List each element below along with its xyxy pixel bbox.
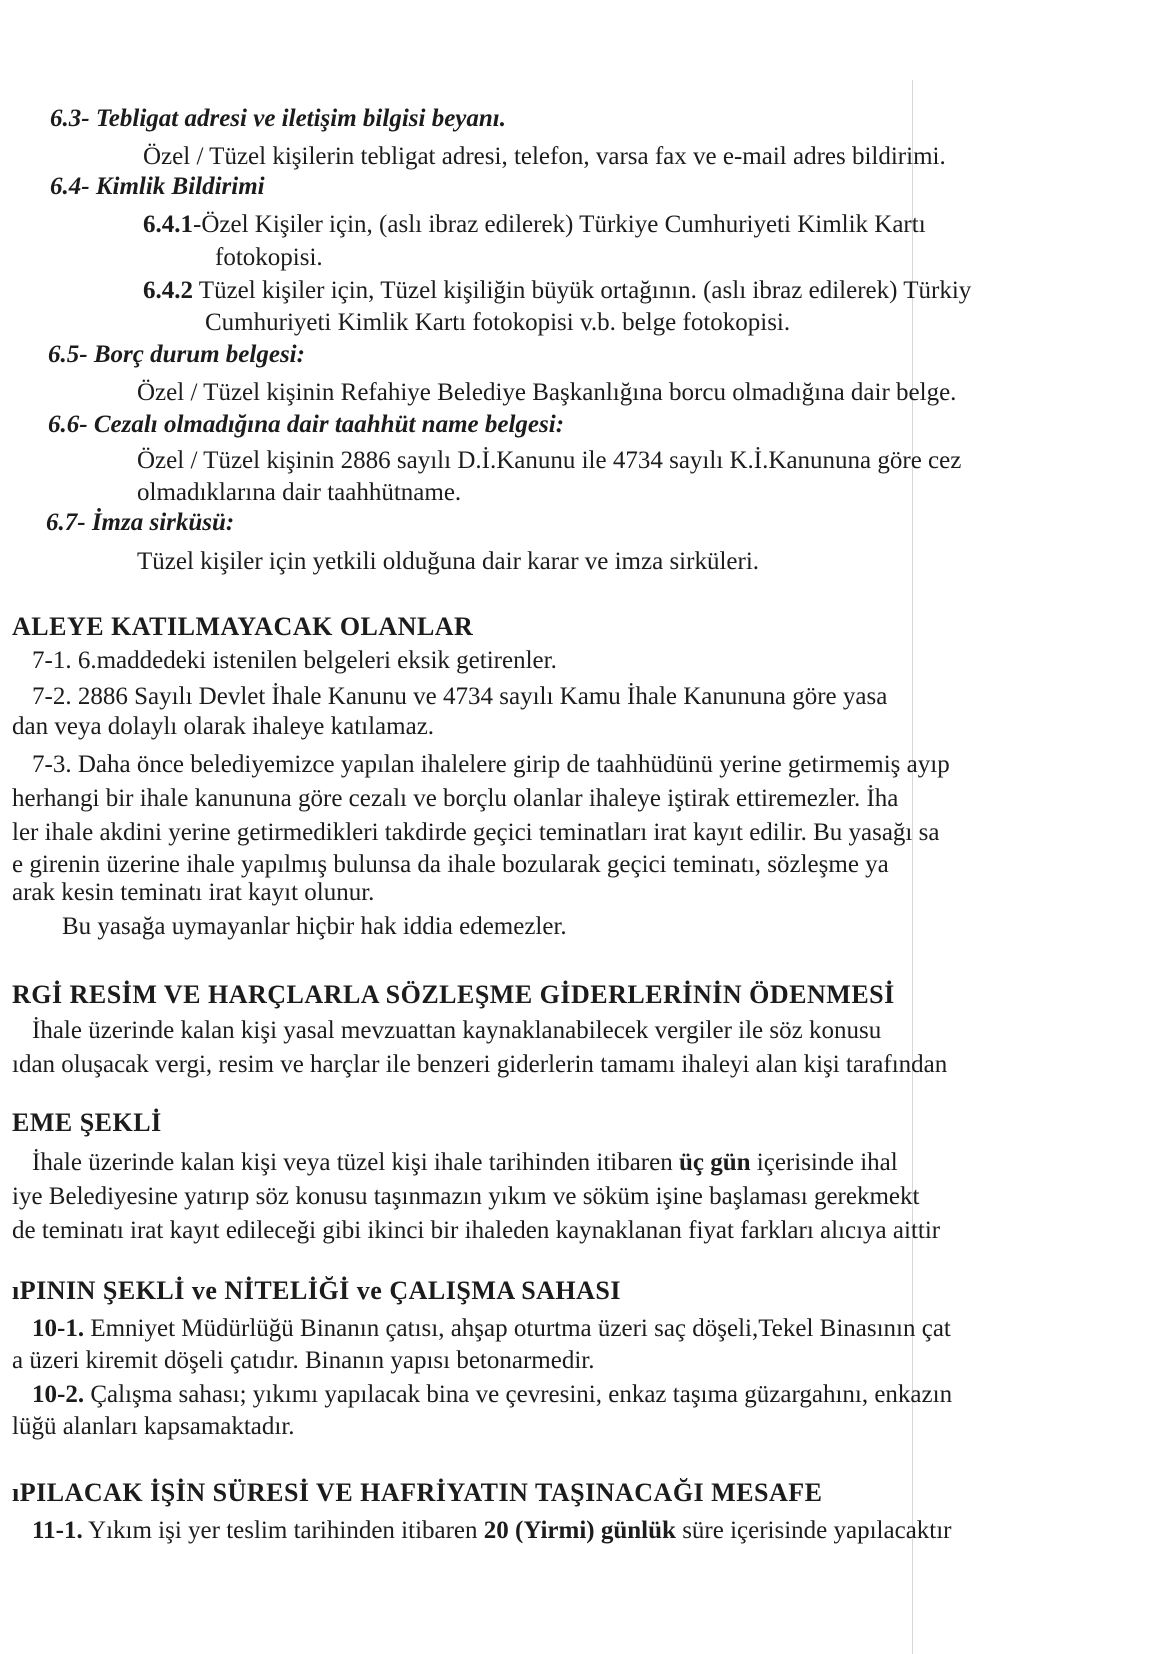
section-6-4-1-line2: fotokopisi. — [215, 244, 323, 271]
section-7-p2-line1: 7-2. 2886 Sayılı Devlet İhale Kanunu ve 4734 sayılı Kamu İhale Kanununa göre yasa — [32, 683, 888, 710]
section-6-4-heading: 6.4- Kimlik Bildirimi — [50, 173, 265, 200]
text-part: süre içerisinde yapılacaktır — [675, 1517, 952, 1544]
section-10-p1-line1 — [32, 1314, 951, 1344]
section-7-p3-line3: ler ihale akdini yerine getirmedikleri takdirde geçici teminatları irat kayıt edilir. Bu yasağı sa — [12, 819, 940, 846]
section-10-p2-line2: lüğü alanları kapsamaktadır. — [12, 1413, 295, 1440]
section-6-3-body: Özel / Tüzel kişilerin tebligat adresi, telefon, varsa fax ve e-mail adres bildirimi. — [143, 143, 946, 170]
section-6-6-line1: Özel / Tüzel kişinin 2886 sayılı D.İ.Kanunu ile 4734 sayılı K.İ.Kanununa göre cez — [137, 447, 962, 474]
section-11-heading: ıPILACAK İŞİN SÜRESİ VE HAFRİYATIN TAŞINACAĞI MESAFE — [12, 1478, 823, 1507]
section-8-heading: RGİ RESİM VE HARÇLARLA SÖZLEŞME GİDERLERİNİN ÖDENMESİ — [12, 980, 895, 1009]
text-part: içerisinde ihal — [750, 1149, 898, 1176]
section-6-6-heading: 6.6- Cezalı olmadığına dair taahhüt name belgesi: — [48, 411, 565, 438]
item-text: Tüzel kişiler için, Tüzel kişiliğin büyük ortağının. (aslı ibraz edilerek) Türkiy — [193, 277, 972, 304]
section-7-p1: 7-1. 6.maddedeki istenilen belgeleri eksik getirenler. — [32, 647, 557, 674]
section-6-5-heading: 6.5- Borç durum belgesi: — [48, 341, 305, 368]
section-7-p3-line1: 7-3. Daha önce belediyemizce yapılan ihalelere girip de taahhüdünü yerine getirmemiş ayıp — [32, 751, 950, 778]
section-9-line3: de teminatı irat kayıt edileceği gibi ikinci bir ihaleden kaynaklanan fiyat farkları alıcıya aittir — [12, 1217, 941, 1244]
item-label: 10-1. — [32, 1315, 85, 1342]
section-9-heading: EME ŞEKLİ — [12, 1108, 162, 1137]
section-10-p1-line2: a üzeri kiremit döşeli çatıdır. Binanın yapısı betonarmedir. — [12, 1347, 595, 1374]
section-6-6-line2: olmadıklarına dair taahhütname. — [137, 479, 462, 506]
section-6-4-1-line1 — [143, 210, 926, 240]
section-7-p2-line2: dan veya dolaylı olarak ihaleye katılamaz. — [12, 713, 435, 740]
section-10-heading: ıPININ ŞEKLİ ve NİTELİĞİ ve ÇALIŞMA SAHASI — [12, 1276, 622, 1305]
section-6-5-body: Özel / Tüzel kişinin Refahiye Belediye Başkanlığına borcu olmadığına dair belge. — [137, 379, 957, 406]
fold-crease — [912, 80, 913, 1654]
section-6-7-body: Tüzel kişiler için yetkili olduğuna dair karar ve imza sirküleri. — [137, 548, 760, 575]
item-label: 11-1. — [32, 1517, 83, 1544]
section-7-p3-line5: arak kesin teminatı irat kayıt olunur. — [12, 879, 375, 906]
item-label: 6.4.2 — [143, 277, 193, 304]
item-label: 6.4.1 — [143, 211, 193, 238]
section-8-line2: ıdan oluşacak vergi, resim ve harçlar ile benzeri giderlerin tamamı ihaleyi alan kişi tarafından — [12, 1051, 948, 1078]
item-text: -Özel Kişiler için, (aslı ibraz edilerek) Türkiye Cumhuriyeti Kimlik Kartı — [193, 211, 926, 238]
emphasis-text: üç gün — [678, 1149, 751, 1176]
section-6-4-2-line1 — [143, 276, 971, 306]
section-9-line1 — [32, 1148, 898, 1178]
section-7-p4: Bu yasağa uymayanlar hiçbir hak iddia edemezler. — [62, 913, 567, 940]
section-7-heading: ALEYE KATILMAYACAK OLANLAR — [12, 612, 474, 641]
emphasis-text: 20 (Yirmi) günlük — [483, 1517, 676, 1544]
section-9-line2: iye Belediyesine yatırıp söz konusu taşınmazın yıkım ve söküm işine başlaması gerekmekt — [12, 1183, 920, 1210]
section-7-p3-line2: herhangi bir ihale kanununa göre cezalı ve borçlu olanlar ihaleye iştirak ettiremezler. İha — [12, 785, 899, 812]
section-6-4-2-line2: Cumhuriyeti Kimlik Kartı fotokopisi v.b. belge fotokopisi. — [205, 309, 791, 336]
section-11-p1 — [32, 1516, 952, 1546]
text-part: İhale üzerinde kalan kişi veya tüzel kişi ihale tarihinden itibaren — [32, 1149, 679, 1176]
section-7-p3-line4: e girenin üzerine ihale yapılmış bulunsa da ihale bozularak geçici teminatı, sözleşme ya — [12, 851, 889, 878]
section-6-3-heading: 6.3- Tebligat adresi ve iletişim bilgisi beyanı. — [50, 105, 506, 132]
section-10-p2-line1 — [32, 1380, 952, 1410]
section-8-line1: İhale üzerinde kalan kişi yasal mevzuattan kaynaklanabilecek vergiler ile söz konusu — [32, 1017, 882, 1044]
text-part: Yıkım işi yer teslim tarihinden itibaren — [82, 1517, 484, 1544]
item-label: 10-2. — [32, 1381, 85, 1408]
item-text: Çalışma sahası; yıkımı yapılacak bina ve çevresini, enkaz taşıma güzargahını, enkazın — [84, 1381, 953, 1408]
item-text: Emniyet Müdürlüğü Binanın çatısı, ahşap oturtma üzeri saç döşeli,Tekel Binasının çat — [84, 1315, 951, 1342]
section-6-7-heading: 6.7- İmza sirküsü: — [46, 509, 235, 536]
